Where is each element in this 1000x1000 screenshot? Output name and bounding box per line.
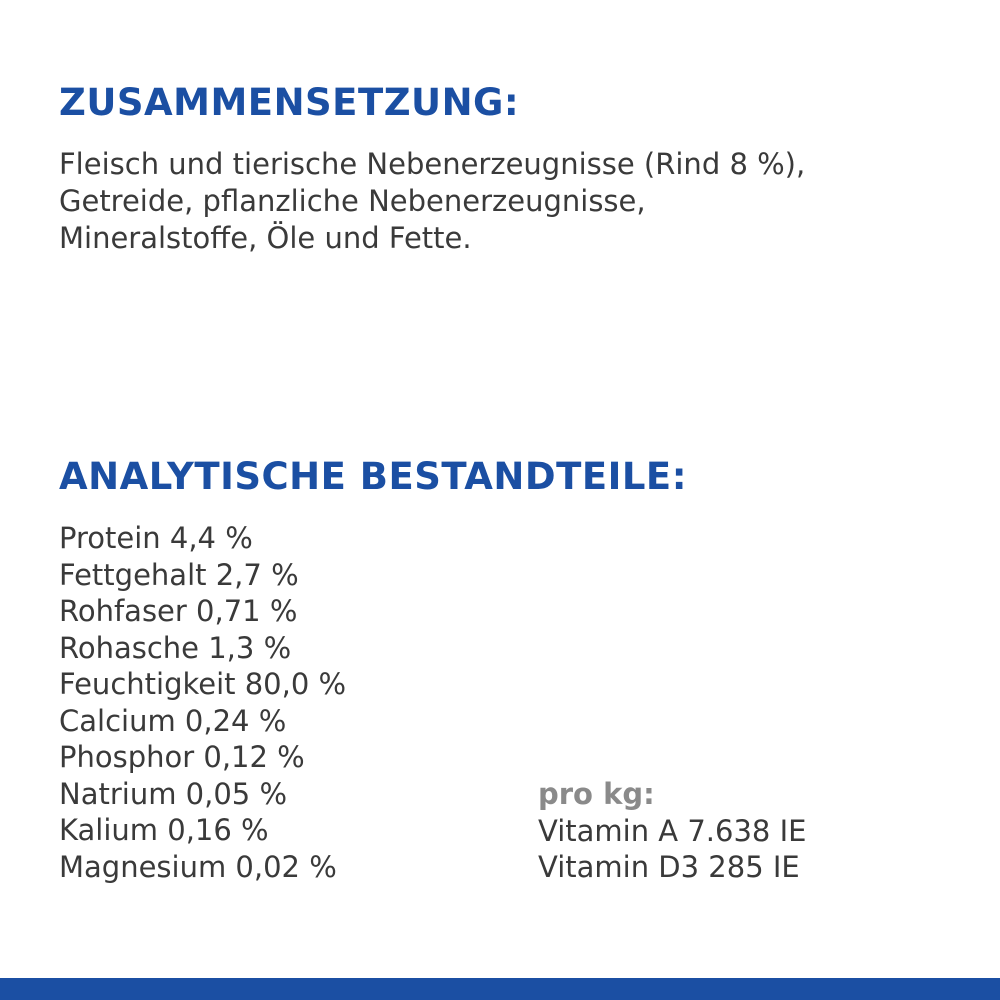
- analytic-item-ash: Rohasche 1,3 %: [59, 630, 292, 665]
- composition-text: [59, 146, 979, 257]
- analytic-item-fat: Fettgehalt 2,7 %: [59, 557, 299, 592]
- per-kg-title: pro kg:: [538, 777, 655, 811]
- analytic-item-protein: Protein 4,4 %: [59, 521, 253, 555]
- analytic-item-moisture: Feuchtigkeit 80,0 %: [59, 667, 347, 701]
- analytic-item-phosphorus: Phosphor 0,12 %: [59, 740, 305, 774]
- analytic-item-fiber: Rohfaser 0,71 %: [59, 594, 298, 628]
- composition-line: Getreide, pflanzliche Nebenerzeugnisse,: [59, 184, 646, 218]
- analytic-list: [59, 520, 346, 885]
- analytic-heading: ANALYTISCHE BESTANDTEILE:: [59, 455, 688, 498]
- composition-heading: ZUSAMMENSETZUNG:: [59, 81, 520, 124]
- analytic-item-calcium: Calcium 0,24 %: [59, 703, 287, 738]
- bottom-accent-bar: [0, 978, 1000, 1000]
- analytic-item-potassium: Kalium 0,16 %: [59, 813, 269, 847]
- per-kg-block: [538, 776, 806, 886]
- composition-line: Fleisch und tierische Nebenerzeugnisse (Rind 8 %),: [59, 147, 806, 181]
- per-kg-item-vitamin-a: Vitamin A 7.638 IE: [538, 813, 807, 848]
- composition-line: Mineralstoffe, Öle und Fette.: [59, 221, 472, 255]
- analytic-item-sodium: Natrium 0,05 %: [59, 776, 288, 811]
- analytic-item-magnesium: Magnesium 0,02 %: [59, 849, 337, 884]
- per-kg-item-vitamin-d3: Vitamin D3 285 IE: [538, 850, 800, 884]
